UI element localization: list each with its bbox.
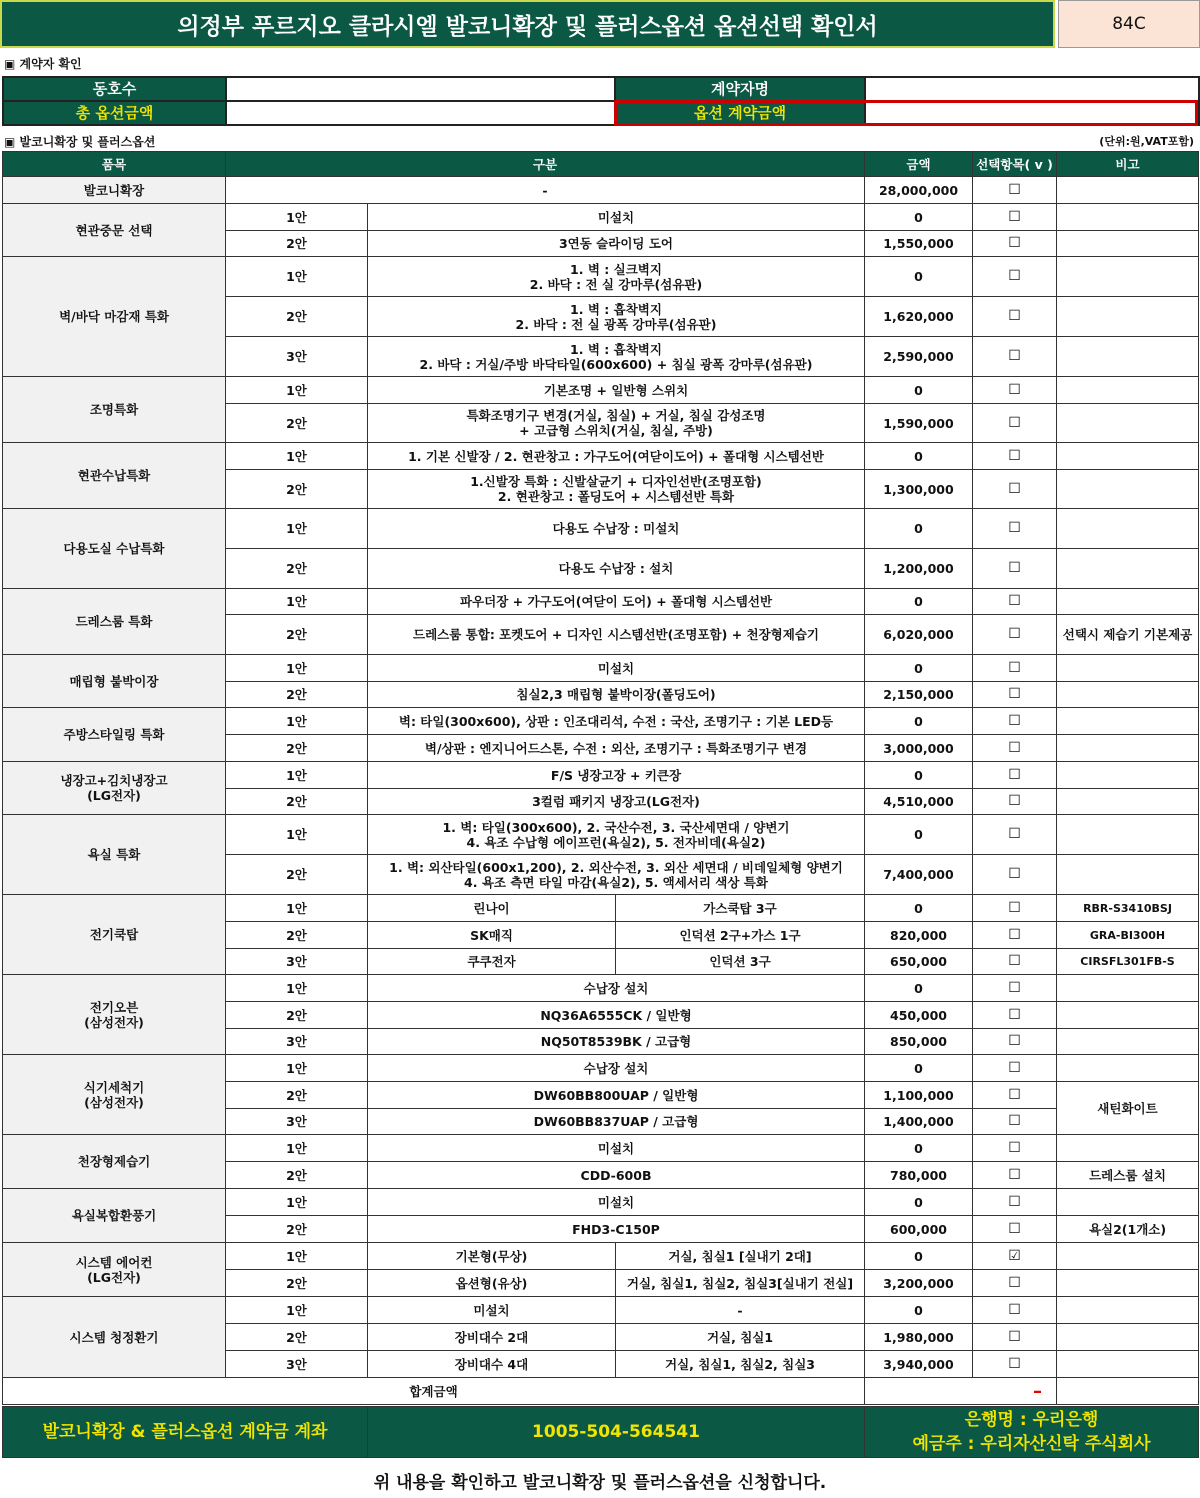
desc-line: 1. 벽: 외산타일(600x1,200), 2. 외산수전, 3. 외산 세면대 / 비데일체형 양변기 — [389, 859, 843, 875]
option-amount: 820,000 — [865, 922, 973, 949]
option-amount: 1,590,000 — [865, 404, 973, 443]
option-amount: 4,510,000 — [865, 789, 973, 815]
select-checkbox[interactable]: ☐ — [973, 443, 1057, 470]
select-checkbox-checked[interactable]: ☑ — [973, 1243, 1057, 1270]
desc-line: 4. 욕조 수납형 에이프런(욕실2), 5. 전자비데(욕실2) — [466, 834, 766, 850]
option-note — [1057, 708, 1199, 735]
item-name: 조명특화 — [3, 377, 226, 443]
select-checkbox[interactable]: ☐ — [973, 949, 1057, 975]
option-note — [1057, 1243, 1199, 1270]
plan-label: 1안 — [226, 1135, 368, 1162]
option-note — [1057, 1189, 1199, 1216]
plan-label: 1안 — [226, 1243, 368, 1270]
option-note: 새틴화이트 — [1057, 1082, 1199, 1135]
item-name-line: (삼성전자) — [84, 1014, 144, 1030]
option-amount: 600,000 — [865, 1216, 973, 1243]
option-desc — [368, 470, 865, 509]
plan-label: 1안 — [226, 589, 368, 615]
option-amount: 780,000 — [865, 1162, 973, 1189]
option-amount: 450,000 — [865, 1002, 973, 1029]
option-amount: 0 — [865, 708, 973, 735]
plan-label: 3안 — [226, 1029, 368, 1055]
option-note — [1057, 1002, 1199, 1029]
select-checkbox[interactable]: ☐ — [973, 589, 1057, 615]
item-name — [3, 762, 226, 815]
option-desc: 수납장 설치 — [368, 975, 865, 1002]
option-note — [1057, 682, 1199, 708]
desc-line: 2. 바닥 : 전 실 광폭 강마루(섬유판) — [515, 316, 717, 332]
account-holder: 예금주 : 우리자산신탁 주식회사 — [912, 1434, 1151, 1454]
option-amount: 1,300,000 — [865, 470, 973, 509]
item-name — [3, 975, 226, 1055]
option-amount: 0 — [865, 443, 973, 470]
option-note — [1057, 1351, 1199, 1378]
plan-label: 2안 — [226, 615, 368, 655]
option-desc: 3연동 슬라이딩 도어 — [368, 231, 865, 257]
option-amount: 0 — [865, 377, 973, 404]
contractor-name-label: 계약자명 — [615, 77, 865, 101]
document-title: 의정부 푸르지오 클라시엘 발코니확장 및 플러스옵션 옵션선택 확인서 — [0, 0, 1055, 48]
plan-label: 2안 — [226, 1270, 368, 1297]
plan-label: 2안 — [226, 1002, 368, 1029]
select-checkbox[interactable]: ☐ — [973, 297, 1057, 337]
option-desc: DW60BB837UAP / 고급형 — [368, 1109, 865, 1135]
option-desc: NQ36A6555CK / 일반형 — [368, 1002, 865, 1029]
item-name-line: (LG전자) — [87, 788, 141, 803]
option-desc: F/S 냉장고장 + 키큰장 — [368, 762, 865, 789]
option-type: 장비대수 4대 — [368, 1351, 616, 1378]
plan-label: 1안 — [226, 509, 368, 549]
contract-section-title: ▣ 계약자 확인 — [4, 57, 82, 71]
desc-line: 2. 바닥 : 전 실 강마루(섬유판) — [529, 276, 703, 292]
select-checkbox[interactable]: ☐ — [973, 708, 1057, 735]
plan-label: 1안 — [226, 443, 368, 470]
option-note — [1057, 231, 1199, 257]
option-note — [1057, 337, 1199, 377]
plan-label: 1안 — [226, 204, 368, 231]
option-amount: 28,000,000 — [865, 177, 973, 204]
option-desc — [368, 257, 865, 297]
option-desc — [368, 404, 865, 443]
plan-label: 2안 — [226, 297, 368, 337]
option-amount: 3,000,000 — [865, 735, 973, 762]
option-desc: 침실2,3 매립형 붙박이장(폴딩도어) — [368, 682, 865, 708]
select-checkbox[interactable]: ☐ — [973, 1082, 1057, 1109]
plan-label: 3안 — [226, 1109, 368, 1135]
option-amount: 1,400,000 — [865, 1109, 973, 1135]
option-type: 옵션형(유상) — [368, 1270, 616, 1297]
plan-label: 3안 — [226, 1351, 368, 1378]
select-checkbox[interactable]: ☐ — [973, 1270, 1057, 1297]
plan-label: 2안 — [226, 855, 368, 895]
contractor-name-field[interactable] — [865, 77, 1199, 101]
option-amount: 6,020,000 — [865, 615, 973, 655]
select-checkbox[interactable]: ☐ — [973, 855, 1057, 895]
col-category: 구분 — [226, 152, 865, 177]
option-note — [1057, 655, 1199, 682]
item-name: 욕실복합환풍기 — [3, 1189, 226, 1243]
option-note — [1057, 204, 1199, 231]
plan-label: 2안 — [226, 682, 368, 708]
item-name-line: 시스템 에어컨 — [75, 1254, 153, 1270]
option-brand: 린나이 — [368, 895, 616, 922]
option-amount: 1,980,000 — [865, 1324, 973, 1351]
option-desc: 벽/상판 : 엔지니어드스톤, 수전 : 외산, 조명기구 : 특화조명기구 변경 — [368, 735, 865, 762]
option-note — [1057, 589, 1199, 615]
col-note: 비고 — [1057, 152, 1199, 177]
bank-name: 은행명 : 우리은행 — [964, 1410, 1099, 1430]
option-spec: 가스쿡탑 3구 — [616, 895, 865, 922]
option-amount: 0 — [865, 509, 973, 549]
option-amount: 2,150,000 — [865, 682, 973, 708]
option-amount: 0 — [865, 1189, 973, 1216]
header — [0, 0, 1200, 52]
option-desc: 미설치 — [368, 1135, 865, 1162]
option-desc: 수납장 설치 — [368, 1055, 865, 1082]
option-note: 선택시 제습기 기본제공 — [1057, 615, 1199, 655]
option-amount: 0 — [865, 1135, 973, 1162]
option-section-title: ▣ 발코니확장 및 플러스옵션 — [4, 135, 156, 149]
option-note — [1057, 443, 1199, 470]
option-desc: 벽: 타일(300x600), 상판 : 인조대리석, 수전 : 국산, 조명기구 : 기본 LED등 — [368, 708, 865, 735]
option-note — [1057, 470, 1199, 509]
select-checkbox[interactable]: ☐ — [973, 204, 1057, 231]
option-note — [1057, 1324, 1199, 1351]
option-desc: 다용도 수납장 : 미설치 — [368, 509, 865, 549]
option-amount: 1,550,000 — [865, 231, 973, 257]
option-note — [1057, 975, 1199, 1002]
option-desc: DW60BB800UAP / 일반형 — [368, 1082, 865, 1109]
select-checkbox[interactable]: ☐ — [973, 257, 1057, 297]
option-note: 드레스룸 설치 — [1057, 1162, 1199, 1189]
item-name: 발코니확장 — [3, 177, 226, 204]
plan-label: 3안 — [226, 337, 368, 377]
option-desc — [368, 337, 865, 377]
option-amount: 0 — [865, 815, 973, 855]
option-desc: 미설치 — [368, 1189, 865, 1216]
plan-label: 2안 — [226, 922, 368, 949]
select-checkbox[interactable]: ☐ — [973, 231, 1057, 257]
item-name: 주방스타일링 특화 — [3, 708, 226, 762]
option-desc: NQ50T8539BK / 고급형 — [368, 1029, 865, 1055]
account-label: 발코니확장 & 플러스옵션 계약금 계좌 — [3, 1407, 368, 1458]
plan-label: 2안 — [226, 1324, 368, 1351]
option-desc: CDD-600B — [368, 1162, 865, 1189]
option-amount: 0 — [865, 1055, 973, 1082]
option-brand: SK매직 — [368, 922, 616, 949]
desc-line: 1. 벽 : 흡착벽지 — [570, 301, 662, 317]
plan-label: 2안 — [226, 1082, 368, 1109]
unit-note: (단위:원,VAT포함) — [1099, 135, 1194, 148]
option-note — [1057, 257, 1199, 297]
item-name: 다용도실 수납특화 — [3, 509, 226, 589]
plan-label: 1안 — [226, 975, 368, 1002]
total-value: – — [865, 1378, 1057, 1405]
option-type: 미설치 — [368, 1297, 616, 1324]
options-table — [2, 151, 1199, 1405]
option-amount: 1,200,000 — [865, 549, 973, 589]
desc-line: 2. 바닥 : 거실/주방 바닥타일(600x600) + 침실 광폭 강마루(섬유판) — [419, 356, 813, 372]
select-checkbox[interactable]: ☐ — [973, 1162, 1057, 1189]
total-label: 합계금액 — [3, 1378, 865, 1405]
plan-label: 2안 — [226, 404, 368, 443]
dong-ho-field[interactable] — [226, 77, 615, 101]
desc-line: 1. 벽: 타일(300x600), 2. 국산수전, 3. 국산세면대 / 양변기 — [442, 819, 790, 835]
option-spec: - — [616, 1297, 865, 1324]
option-brand: 쿠쿠전자 — [368, 949, 616, 975]
option-amount: 650,000 — [865, 949, 973, 975]
option-amount: 0 — [865, 895, 973, 922]
option-note — [1057, 815, 1199, 855]
option-desc: 1. 기본 신발장 / 2. 현관창고 : 가구도어(여닫이도어) + 폴대형 시스템선반 — [368, 443, 865, 470]
select-checkbox[interactable]: ☐ — [973, 337, 1057, 377]
item-name-line: 식기세척기 — [83, 1079, 145, 1095]
closing-statement: 위 내용을 확인하고 발코니확장 및 플러스옵션을 신청합니다. — [373, 1473, 827, 1493]
option-spec: 인덕션 3구 — [616, 949, 865, 975]
select-checkbox[interactable]: ☐ — [973, 1216, 1057, 1243]
select-checkbox[interactable]: ☐ — [973, 922, 1057, 949]
option-amount: 7,400,000 — [865, 855, 973, 895]
item-name — [3, 1243, 226, 1297]
plan-label: 1안 — [226, 815, 368, 855]
option-note — [1057, 789, 1199, 815]
plan-label: 1안 — [226, 377, 368, 404]
plan-label: 3안 — [226, 949, 368, 975]
plan-label: 1안 — [226, 895, 368, 922]
desc-line: 특화조명기구 변경(거실, 침실) + 거실, 침실 감성조명 — [466, 408, 766, 423]
option-amount: 1,620,000 — [865, 297, 973, 337]
deposit-account-table — [2, 1406, 1199, 1458]
item-name: 벽/바닥 마감재 특화 — [3, 257, 226, 377]
select-checkbox[interactable]: ☐ — [973, 470, 1057, 509]
select-checkbox[interactable]: ☐ — [973, 1135, 1057, 1162]
option-note — [1057, 855, 1199, 895]
plan-label: 2안 — [226, 549, 368, 589]
option-note — [1057, 1135, 1199, 1162]
plan-label: 1안 — [226, 1189, 368, 1216]
option-amount: 3,200,000 — [865, 1270, 973, 1297]
plan-label: 1안 — [226, 762, 368, 789]
plan-label: 2안 — [226, 231, 368, 257]
option-amount: 1,100,000 — [865, 1082, 973, 1109]
item-name-line: 냉장고+김치냉장고 — [60, 773, 168, 788]
option-note — [1057, 377, 1199, 404]
select-checkbox[interactable]: ☐ — [973, 682, 1057, 708]
col-amount: 금액 — [865, 152, 973, 177]
option-note — [1057, 1029, 1199, 1055]
col-select: 선택항목( v ) — [973, 152, 1057, 177]
desc-line: 1.신발장 특화 : 신발살균기 + 디자인선반(조명포함) — [470, 474, 762, 489]
dong-ho-label: 동호수 — [3, 77, 226, 101]
option-desc: 다용도 수납장 : 설치 — [368, 549, 865, 589]
option-spec: 거실, 침실1 — [616, 1324, 865, 1351]
option-note: RBR-S3410BSJ — [1057, 895, 1199, 922]
item-name-line: (LG전자) — [87, 1269, 141, 1285]
option-spec: 거실, 침실1, 침실2, 침실3 — [616, 1351, 865, 1378]
select-checkbox[interactable]: ☐ — [973, 1029, 1057, 1055]
option-note — [1057, 177, 1199, 204]
select-checkbox[interactable]: ☐ — [973, 509, 1057, 549]
option-amount: 0 — [865, 257, 973, 297]
item-name-line: 전기오븐 — [89, 999, 139, 1015]
select-checkbox[interactable]: ☐ — [973, 1189, 1057, 1216]
option-amount: 0 — [865, 655, 973, 682]
select-checkbox[interactable]: ☐ — [973, 1055, 1057, 1082]
option-amount: 0 — [865, 762, 973, 789]
option-amount: 3,940,000 — [865, 1351, 973, 1378]
select-checkbox[interactable]: ☐ — [973, 615, 1057, 655]
select-checkbox[interactable]: ☐ — [973, 377, 1057, 404]
option-spec: 거실, 침실1 [실내기 2대] — [616, 1243, 865, 1270]
option-amount: 850,000 — [865, 1029, 973, 1055]
option-desc: FHD3-C150P — [368, 1216, 865, 1243]
plan-label: 1안 — [226, 1297, 368, 1324]
select-checkbox[interactable]: ☐ — [973, 404, 1057, 443]
unit-type-badge: 84C — [1058, 0, 1200, 48]
plan-label: 1안 — [226, 708, 368, 735]
option-note — [1057, 735, 1199, 762]
option-note — [1057, 1055, 1199, 1082]
desc-line: 1. 벽 : 흡착벽지 — [570, 341, 662, 357]
item-name: 전기쿡탑 — [3, 895, 226, 975]
option-note — [1057, 509, 1199, 549]
desc-line: 1. 벽 : 실크벽지 — [570, 261, 662, 277]
total-note — [1057, 1378, 1199, 1405]
select-checkbox[interactable]: ☐ — [973, 177, 1057, 204]
select-checkbox[interactable]: ☐ — [973, 1324, 1057, 1351]
select-checkbox[interactable]: ☐ — [973, 549, 1057, 589]
option-amount: 0 — [865, 204, 973, 231]
option-type: 장비대수 2대 — [368, 1324, 616, 1351]
item-name — [3, 1055, 226, 1135]
select-checkbox[interactable]: ☐ — [973, 1297, 1057, 1324]
option-desc: 3컬럼 패키지 냉장고(LG전자) — [368, 789, 865, 815]
item-name: 욕실 특화 — [3, 815, 226, 895]
select-checkbox[interactable]: ☐ — [973, 1002, 1057, 1029]
bank-info — [865, 1407, 1199, 1458]
option-amount: 0 — [865, 975, 973, 1002]
option-note — [1057, 404, 1199, 443]
plan-label: 2안 — [226, 789, 368, 815]
option-type: 기본형(무상) — [368, 1243, 616, 1270]
option-deposit-field[interactable] — [865, 101, 1199, 125]
plan-label: 1안 — [226, 1055, 368, 1082]
item-name-line: (삼성전자) — [84, 1094, 144, 1110]
plan-label: 1안 — [226, 655, 368, 682]
total-option-label: 총 옵션금액 — [3, 101, 226, 125]
option-note: 욕실2(1개소) — [1057, 1216, 1199, 1243]
select-checkbox[interactable]: ☐ — [973, 975, 1057, 1002]
select-checkbox[interactable]: ☐ — [973, 735, 1057, 762]
option-note — [1057, 1270, 1199, 1297]
total-option-field[interactable] — [226, 101, 615, 125]
option-desc: - — [226, 177, 865, 204]
option-note — [1057, 1297, 1199, 1324]
option-desc: 미설치 — [368, 655, 865, 682]
plan-label: 1안 — [226, 257, 368, 297]
option-deposit-label: 옵션 계약금액 — [615, 101, 865, 125]
plan-label: 2안 — [226, 735, 368, 762]
plan-label: 2안 — [226, 470, 368, 509]
option-amount: 2,590,000 — [865, 337, 973, 377]
option-spec: 인덕션 2구+가스 1구 — [616, 922, 865, 949]
item-name: 현관중문 선택 — [3, 204, 226, 257]
select-checkbox[interactable]: ☐ — [973, 1109, 1057, 1135]
select-checkbox[interactable]: ☐ — [973, 762, 1057, 789]
col-item: 품목 — [3, 152, 226, 177]
item-name: 드레스룸 특화 — [3, 589, 226, 655]
option-note — [1057, 297, 1199, 337]
option-desc: 미설치 — [368, 204, 865, 231]
select-checkbox[interactable]: ☐ — [973, 655, 1057, 682]
item-name: 매립형 붙박이장 — [3, 655, 226, 708]
option-spec: 거실, 침실1, 침실2, 침실3[실내기 전실] — [616, 1270, 865, 1297]
desc-line: 2. 현관창고 : 폴딩도어 + 시스템선반 특화 — [497, 489, 735, 504]
select-checkbox[interactable]: ☐ — [973, 789, 1057, 815]
option-amount: 0 — [865, 589, 973, 615]
option-amount: 0 — [865, 1243, 973, 1270]
desc-line: 4. 욕조 측면 타일 마감(욕실2), 5. 액세서리 색상 특화 — [464, 874, 768, 890]
option-desc: 드레스룸 통합: 포켓도어 + 디자인 시스템선반(조명포함) + 천장형제습기 — [368, 615, 865, 655]
option-note — [1057, 762, 1199, 789]
item-name: 현관수납특화 — [3, 443, 226, 509]
item-name: 시스템 청정환기 — [3, 1297, 226, 1378]
option-desc: 파우더장 + 가구도어(여닫이 도어) + 폴대형 시스템선반 — [368, 589, 865, 615]
select-checkbox[interactable]: ☐ — [973, 1351, 1057, 1378]
option-note: CIRSFL301FB-S — [1057, 949, 1199, 975]
plan-label: 2안 — [226, 1162, 368, 1189]
account-number: 1005-504-564541 — [368, 1407, 865, 1458]
contract-info-table — [2, 76, 1200, 126]
option-desc — [368, 815, 865, 855]
desc-line: + 고급형 스위치(거실, 침실, 주방) — [519, 423, 713, 438]
select-checkbox[interactable]: ☐ — [973, 815, 1057, 855]
option-desc — [368, 297, 865, 337]
option-amount: 0 — [865, 1297, 973, 1324]
item-name: 천장형제습기 — [3, 1135, 226, 1189]
option-note: GRA-BI300H — [1057, 922, 1199, 949]
select-checkbox[interactable]: ☐ — [973, 895, 1057, 922]
option-note — [1057, 549, 1199, 589]
option-desc: 기본조명 + 일반형 스위치 — [368, 377, 865, 404]
plan-label: 2안 — [226, 1216, 368, 1243]
option-desc — [368, 855, 865, 895]
